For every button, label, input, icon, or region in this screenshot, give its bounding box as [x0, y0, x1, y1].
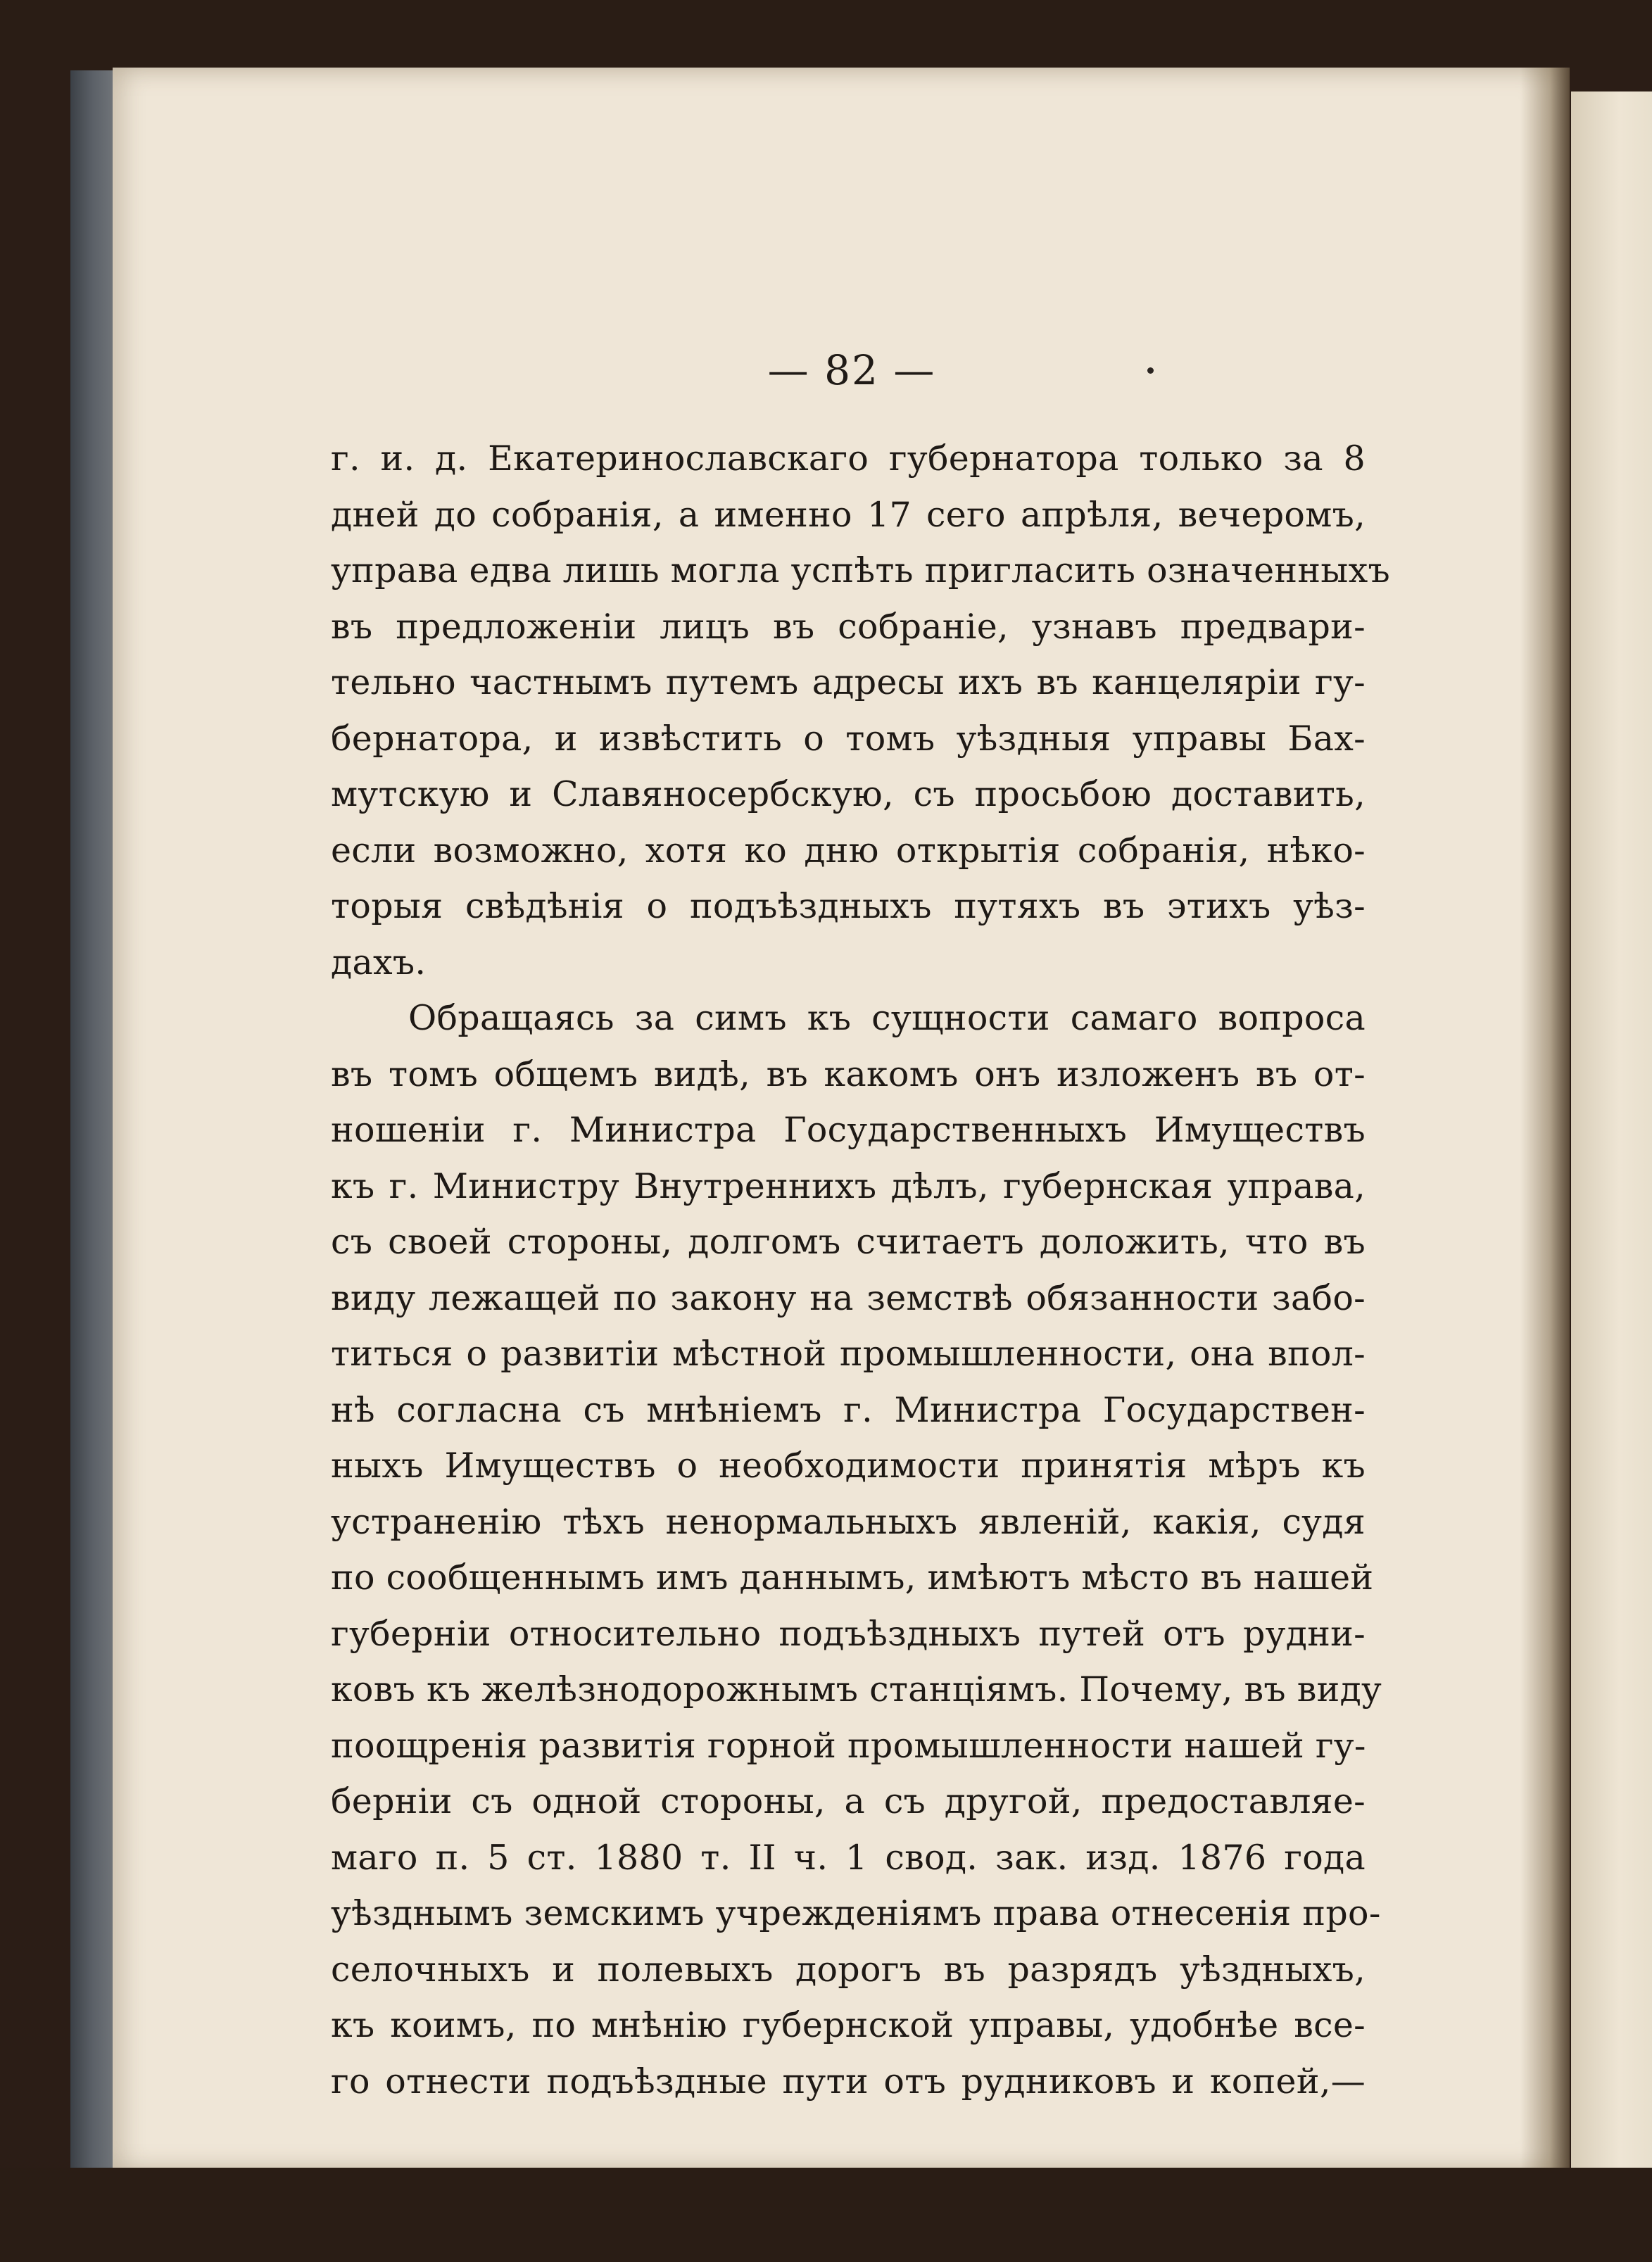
- text-line: го отнести подъѣздные пути отъ рудниковъ и копей,—: [331, 2061, 1366, 2102]
- text-line: тельно частнымъ путемъ адресы ихъ въ канцеляріи гу-: [331, 662, 1366, 702]
- text-line: г. и. д. Екатеринославскаго губернатора только за 8: [331, 438, 1366, 479]
- text-line: виду лежащей по закону на земствѣ обязанности забо-: [331, 1277, 1366, 1318]
- paragraph-end-line: дахъ.: [331, 942, 427, 982]
- page-gutter-shadow: [1520, 68, 1570, 2172]
- text-line: титься о развитіи мѣстной промышленности, она впол-: [331, 1334, 1366, 1374]
- text-line: берніи съ одной стороны, а съ другой, предоставляе-: [331, 1781, 1366, 1821]
- text-line: губерніи относительно подъѣздныхъ путей отъ рудни-: [331, 1613, 1366, 1654]
- text-line: устраненію тѣхъ ненормальныхъ явленій, какія, судя: [331, 1501, 1366, 1542]
- text-line: если возможно, хотя ко дню открытія собранія, нѣко-: [331, 830, 1366, 871]
- text-line: торыя свѣдѣнія о подъѣздныхъ путяхъ въ этихъ уѣз-: [331, 886, 1366, 926]
- scan-background-bottom: [0, 2168, 1652, 2262]
- text-line: нѣ согласна съ мнѣніемъ г. Министра Государствен-: [331, 1389, 1366, 1430]
- page-number: — 82 —: [767, 346, 936, 394]
- text-line: ношеніи г. Министра Государственныхъ Имуществъ: [331, 1110, 1366, 1150]
- text-line: ныхъ Имуществъ о необходимости принятія мѣръ къ: [331, 1446, 1366, 1486]
- text-line: ковъ къ желѣзнодорожнымъ станціямъ. Почему, въ виду: [331, 1669, 1382, 1710]
- text-line: селочныхъ и полевыхъ дорогъ въ разрядъ уѣздныхъ,: [331, 1949, 1366, 1990]
- text-line: бернатора, и извѣстить о томъ уѣздныя управы Бах-: [331, 718, 1366, 759]
- text-line: къ г. Министру Внутреннихъ дѣлъ, губернская управа,: [331, 1165, 1366, 1206]
- text-line: съ своей стороны, долгомъ считаетъ доложить, что въ: [331, 1222, 1366, 1262]
- text-line: въ предложеніи лицъ въ собраніе, узнавъ предвари-: [331, 606, 1366, 647]
- text-line: поощренія развитія горной промышленности нашей гу-: [331, 1725, 1366, 1766]
- body-text: [331, 431, 1391, 2109]
- text-line: управа едва лишь могла успѣть пригласить означенныхъ: [331, 550, 1391, 590]
- facing-page-edge: [1571, 91, 1652, 2175]
- paragraph-start-line: Обращаясь за симъ къ сущности самаго вопроса: [408, 998, 1366, 1038]
- text-line: по сообщеннымъ имъ даннымъ, имѣютъ мѣсто въ нашей: [331, 1558, 1374, 1598]
- scan-background-top: [0, 0, 1652, 70]
- text-line: дней до собранія, а именно 17 сего апрѣля, вечеромъ,: [331, 494, 1366, 535]
- ink-spot: [1147, 367, 1154, 374]
- text-line: въ томъ общемъ видѣ, въ какомъ онъ изложенъ въ от-: [331, 1054, 1366, 1094]
- text-line: къ коимъ, по мнѣнію губернской управы, удобнѣе все-: [331, 2005, 1366, 2045]
- text-line: маго п. 5 ст. 1880 т. II ч. 1 свод. зак. изд. 1876 года: [331, 1837, 1366, 1878]
- text-line: уѣзднымъ земскимъ учрежденіямъ права отнесенія про-: [331, 1893, 1381, 1933]
- text-line: мутскую и Славяносербскую, съ просьбою доставить,: [331, 774, 1366, 814]
